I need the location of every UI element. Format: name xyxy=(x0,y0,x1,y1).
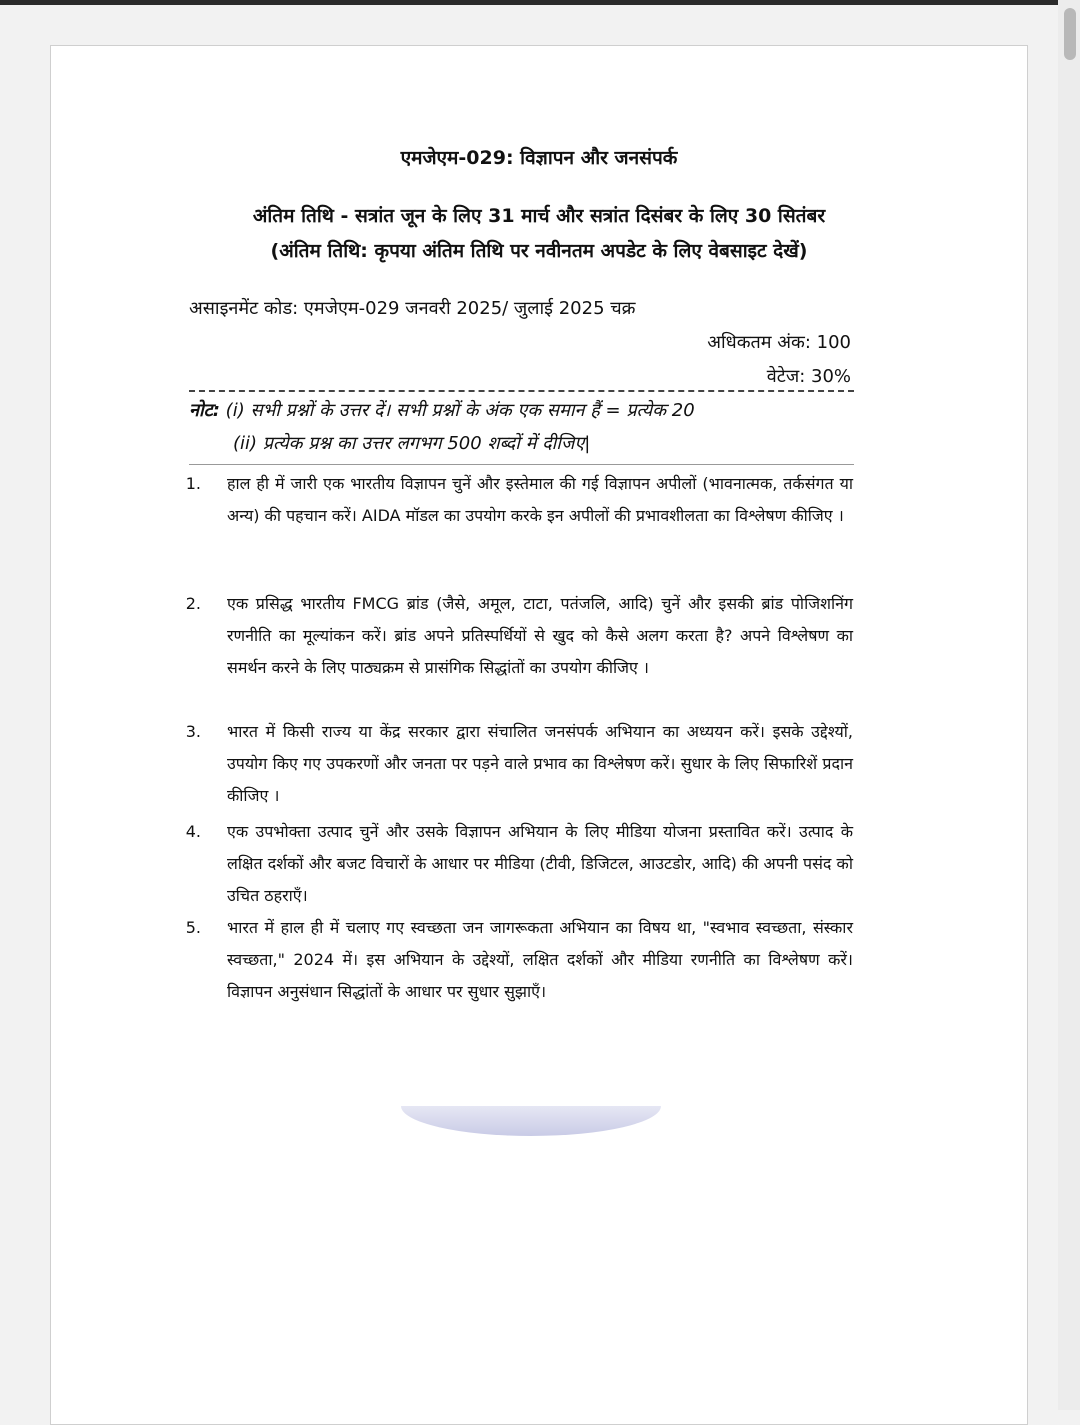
assignment-code: असाइनमेंट कोड: एमजेएम-029 जनवरी 2025/ जुलाई 2025 चक्र xyxy=(189,298,636,319)
note-line-1 xyxy=(189,398,695,422)
top-bar xyxy=(0,0,1080,5)
document-page xyxy=(50,45,1028,1425)
question-text: भारत में किसी राज्य या केंद्र सरकार द्वारा संचालित जनसंपर्क अभियान का अध्ययन करें। इसके उद्देश्यों, उपयोग किए गए उपकरणों और जनता पर पड़ने वाले प्रभाव का विश्लेषण करें। सुधार के लिए सिफारिशें प्रदान कीजिए । xyxy=(227,722,853,805)
deadline-line-2: (अंतिम तिथि: कृपया अंतिम तिथि पर नवीनतम अपडेट के लिए वेबसाइट देखें) xyxy=(270,240,808,262)
divider xyxy=(189,464,854,465)
question-number: 2. xyxy=(185,594,201,613)
question-text: हाल ही में जारी एक भारतीय विज्ञापन चुनें और इस्तेमाल की गई विज्ञापन अपीलों (भावनात्मक, तर्कसंगत या अन्य) की पहचान करें। AIDA मॉडल का उपयोग करके इन अपीलों की प्रभावशीलता का विश्लेषण कीजिए । xyxy=(227,474,853,525)
question-text: एक प्रसिद्ध भारतीय FMCG ब्रांड (जैसे, अमूल, टाटा, पतंजलि, आदि) चुनें और इसकी ब्रांड पोजिशनिंग रणनीति का मूल्यांकन करें। ब्रांड अपने प्रतिस्पर्धियों से खुद को कैसे अलग करता है? अपने विश्लेषण का समर्थन करने के लिए पाठ्यक्रम से प्रासंगिक सिद्धांतों का उपयोग कीजिए । xyxy=(227,594,853,677)
question-item xyxy=(185,588,853,684)
divider xyxy=(189,390,854,392)
question-item xyxy=(185,816,853,912)
question-item xyxy=(185,468,853,532)
note-line-2: (ii) प्रत्येक प्रश्न का उत्तर लगभग 500 शब्दों में दीजिए| xyxy=(233,433,591,454)
question-number: 5. xyxy=(185,918,201,937)
question-text: भारत में हाल ही में चलाए गए स्वच्छता जन जागरूकता अभियान का विषय था, "स्वभाव स्वच्छता, संस्कार स्वच्छता," 2024 में। इस अभियान के उद्देश्यों, लक्षित दर्शकों और मीडिया रणनीति का विश्लेषण करें। विज्ञापन अनुसंधान सिद्धांतों के आधार पर सुधार सुझाएँ। xyxy=(227,918,853,1001)
deadline-line-1: अंतिम तिथि - सत्रांत जून के लिए 31 मार्च और सत्रांत दिसंबर के लिए 30 सितंबर xyxy=(252,205,826,227)
scrollbar-thumb[interactable] xyxy=(1064,8,1076,60)
question-item xyxy=(185,716,853,812)
weightage: वेटेज: 30% xyxy=(766,366,851,387)
max-marks: अधिकतम अंक: 100 xyxy=(707,332,851,353)
question-number: 4. xyxy=(185,822,201,841)
decorative-shape xyxy=(401,1106,661,1136)
question-number: 3. xyxy=(185,722,201,741)
question-item xyxy=(185,912,853,1008)
question-number: 1. xyxy=(185,474,201,493)
document-title: एमजेएम-029: विज्ञापन और जनसंपर्क xyxy=(400,147,678,169)
scrollbar[interactable] xyxy=(1058,0,1080,1410)
note-text-1: (i) सभी प्रश्नों के उत्तर दें। सभी प्रश्नों के अंक एक समान हैं = प्रत्येक 20 xyxy=(225,400,695,421)
note-label: नोट: xyxy=(189,400,220,421)
question-text: एक उपभोक्ता उत्पाद चुनें और उसके विज्ञापन अभियान के लिए मीडिया योजना प्रस्तावित करें। उत्पाद के लक्षित दर्शकों और बजट विचारों के आधार पर मीडिया (टीवी, डिजिटल, आउटडोर, आदि) की अपनी पसंद को उचित ठहराएँ। xyxy=(227,822,853,905)
